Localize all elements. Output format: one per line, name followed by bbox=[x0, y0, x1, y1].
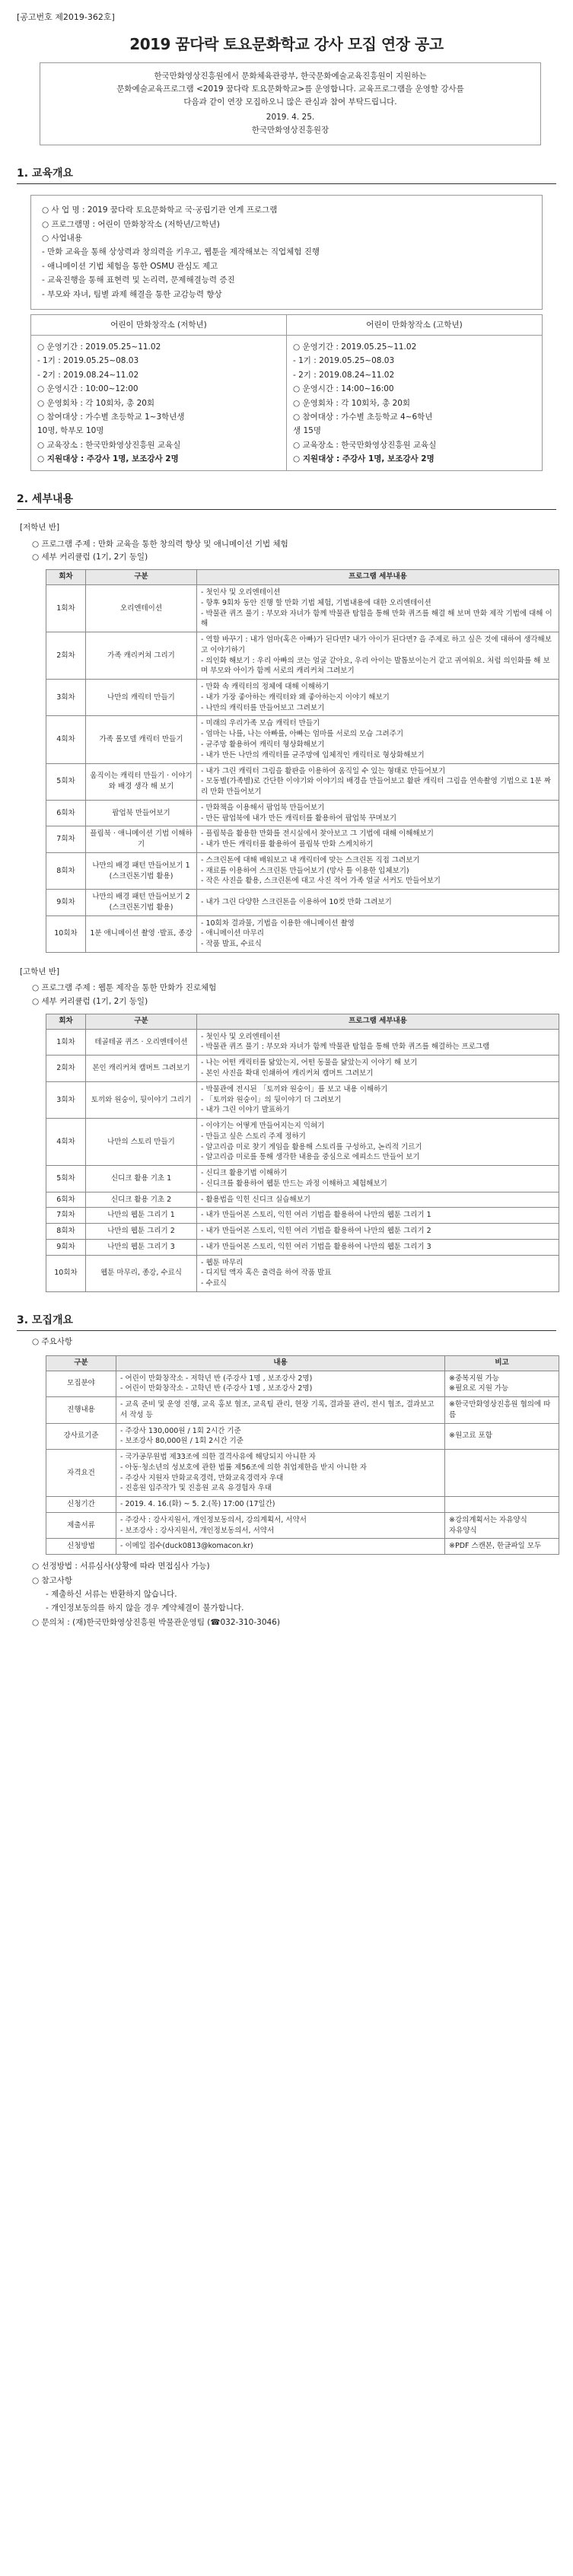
detail-line: - 모동별(가족별)로 간단한 이야기와 이야기의 배경을 만들어보고 활판 캐릭터 그림을 연속촬영 기법으로 1분 짜리 만화 만들어보기 bbox=[201, 777, 551, 797]
content-line: - 주강사 지원자 만화교육경력, 만화교육경력자 우대 bbox=[120, 1473, 284, 1482]
table-row bbox=[46, 1512, 559, 1539]
session-number: 9회차 bbox=[46, 890, 86, 916]
table-row bbox=[46, 1224, 559, 1240]
overview-line: - 애니메이션 기법 체험을 통한 OSMU 관심도 제고 bbox=[42, 261, 218, 271]
session-topic: 팝업북 만들어보기 bbox=[86, 800, 197, 826]
session-number: 9회차 bbox=[46, 1239, 86, 1255]
session-topic: 나만의 웹툰 그리기 3 bbox=[86, 1239, 197, 1255]
session-number: 6회차 bbox=[46, 800, 86, 826]
row-content bbox=[116, 1423, 445, 1450]
detail-line: - 내가 만들어본 스토리, 익힌 여러 기법을 활용하여 나만의 웹툰 그리기 1 bbox=[201, 1211, 431, 1220]
session-topic: 플립북 · 애니메이션 기법 이해하기 bbox=[86, 826, 197, 853]
intro-line: 다음과 같이 연장 모집하오니 많은 관심과 참여 부탁드립니다. bbox=[183, 97, 397, 107]
session-number: 5회차 bbox=[46, 763, 86, 800]
detail-line: - 나는 어떤 캐릭터를 닮았는지, 어떤 동물을 닮았는지 이야기 해 보기 bbox=[201, 1059, 418, 1068]
detail-line: - 첫인사 및 오리엔테이션 bbox=[201, 1032, 281, 1041]
session-number: 6회차 bbox=[46, 1192, 86, 1208]
session-topic: 신디크 활용 기초 1 bbox=[86, 1166, 197, 1192]
detail-line: - 내가 만들어본 스토리, 익힌 여러 기법을 활용하여 나만의 웹툰 그리기 3 bbox=[201, 1242, 431, 1251]
detail-line: - 내가 그린 캐릭터 그림을 활판을 이용하여 움직일 수 있는 형태로 만들어보기 bbox=[201, 766, 446, 775]
row-content bbox=[116, 1497, 445, 1513]
info-line: ○ 운영기간 : 2019.05.25~11.02 bbox=[293, 342, 417, 352]
content-line: - 아동·청소년의 성보호에 관한 법률 제56조에 의한 취업제한을 받지 아니한 자 bbox=[120, 1463, 368, 1472]
remark-line: ※강의계획서는 자유양식 bbox=[449, 1515, 527, 1524]
row-label: 모집분야 bbox=[46, 1371, 116, 1397]
note-line: ○ 선정방법 : 서류심사(상황에 따라 면접심사 가능) bbox=[32, 1562, 210, 1571]
detail-line: - 본인 사진을 확대 인쇄하여 캐리커쳐 캠머트 그려보기 bbox=[201, 1068, 374, 1078]
remark-line: ※원고료 포함 bbox=[449, 1431, 492, 1441]
low-class-head: 어린이 만화창작소 (저학년) bbox=[31, 315, 286, 336]
session-details bbox=[197, 1192, 559, 1208]
table-row bbox=[46, 1255, 559, 1291]
session-number: 4회차 bbox=[46, 1119, 86, 1166]
session-number: 4회차 bbox=[46, 716, 86, 763]
table-row bbox=[46, 585, 559, 632]
session-number: 3회차 bbox=[46, 1081, 86, 1118]
info-line: ○ 교육장소 : 한국만화영상진흥원 교육실 bbox=[293, 440, 437, 450]
col-header: 비고 bbox=[445, 1355, 559, 1371]
intro-box bbox=[40, 62, 541, 146]
section-divider bbox=[17, 1330, 556, 1331]
session-number: 10회차 bbox=[46, 915, 86, 952]
detail-line: - 만화 속 캐릭터의 정체에 대해 이해하기 bbox=[201, 683, 329, 692]
detail-line: - 만화책을 이용해서 팝업북 만들어보기 bbox=[201, 803, 325, 812]
session-number: 2회차 bbox=[46, 1056, 86, 1082]
session-topic: 테골테골 퀴즈 · 오리엔테이션 bbox=[86, 1029, 197, 1056]
col-header: 구분 bbox=[46, 1355, 116, 1371]
row-remark bbox=[445, 1423, 559, 1450]
detail-line: - 애니메이션 마무리 bbox=[201, 929, 264, 938]
info-line: ○ 운영시간 : 14:00~16:00 bbox=[293, 384, 394, 394]
detail-line: - 수료식 bbox=[201, 1279, 227, 1288]
low-class-tag: [저학년 반] bbox=[20, 523, 60, 533]
overview-box bbox=[30, 195, 543, 310]
table-row bbox=[46, 716, 559, 763]
session-number: 7회차 bbox=[46, 1208, 86, 1224]
content-line: - 주강사 130,000원 / 1회 2시간 기준 bbox=[120, 1426, 241, 1435]
detail-line: - 엄마는 나를, 나는 아빠를, 아빠는 엄마를 서로의 모습 그려주기 bbox=[201, 730, 404, 739]
row-label: 진행내용 bbox=[46, 1397, 116, 1424]
info-line: ○ 교육장소 : 한국만화영상진흥원 교육실 bbox=[37, 440, 181, 450]
high-class-tag: [고학년 반] bbox=[20, 967, 60, 976]
content-line: - 교육 준비 및 운영 진행, 교육 홍보 협조, 교육팀 관리, 현장 기록, 결과물 관리, 전시 협조, 결과보고서 작성 등 bbox=[120, 1400, 435, 1419]
detail-line: - 첫인사 및 오리엔테이션 bbox=[201, 588, 281, 597]
detail-line: - 나만의 캐릭터를 만들어보고 그려보기 bbox=[201, 703, 325, 712]
detail-line: - 디지털 액자 혹은 출력을 하여 작품 발표 bbox=[201, 1269, 332, 1278]
table-row bbox=[46, 800, 559, 826]
session-topic: 나만의 웹툰 그리기 1 bbox=[86, 1208, 197, 1224]
session-number: 8회차 bbox=[46, 1224, 86, 1240]
col-header: 회차 bbox=[46, 570, 86, 585]
content-line: - 국가공무원법 제33조에 의한 결격사유에 해당되지 아니한 자 bbox=[120, 1453, 316, 1462]
section-title-overview: 1. 교육개요 bbox=[17, 167, 74, 180]
detail-line: - 10회차 결과물, 기법을 이용한 애니메이션 촬영 bbox=[201, 919, 355, 928]
overview-line: - 만화 교육을 통해 상상력과 창의력을 키우고, 웹툰을 제작해보는 직업체험 진행 bbox=[42, 247, 320, 257]
contact-line: ○ 문의처 : (재)한국만화영상진흥원 박물관운영팀 (☎032-310-3046) bbox=[32, 1617, 280, 1627]
content-line: - 진흥원 입주작가 및 진흥원 교육 유경험자 우대 bbox=[120, 1484, 272, 1493]
session-details bbox=[197, 1081, 559, 1118]
detail-line: - 미래의 우리가족 모습 캐릭터 만들기 bbox=[201, 719, 320, 728]
detail-line: - 내가 그린 다양한 스크린톤을 이용하여 10컷 만화 그려보기 bbox=[201, 898, 392, 907]
table-row bbox=[46, 680, 559, 716]
detail-line: - 재료를 이용하여 스크린톤 만들어보기 (망사 틀 이용한 입체보기) bbox=[201, 866, 409, 875]
session-details bbox=[197, 852, 559, 889]
detail-line: - 의인화 해보기 : 우리 아빠의 코는 얼굴 같아요, 우리 아이는 발톱보이는거 같고 귀여워요. 처럼 의인화를 해 보며 부모와 아이가 함께 서로의 캐리커쳐 그려보기 bbox=[201, 656, 550, 676]
detail-line: - 균주망 활용하여 캐릭터 형상화해보기 bbox=[201, 740, 325, 749]
session-details bbox=[197, 1166, 559, 1192]
session-topic: 토끼와 원숭이, 뒷이야기 그리기 bbox=[86, 1081, 197, 1118]
session-details bbox=[197, 915, 559, 952]
table-row bbox=[46, 890, 559, 916]
table-row bbox=[46, 1056, 559, 1082]
intro-line: 한국만화영상진흥원에서 문화체육관광부, 한국문화예술교육진흥원이 지원하는 bbox=[154, 71, 427, 81]
info-line: ○ 운영회차 : 각 10회차, 총 20회 bbox=[37, 398, 155, 408]
low-class-column bbox=[31, 315, 286, 471]
row-content bbox=[116, 1539, 445, 1555]
row-label: 신청기간 bbox=[46, 1497, 116, 1513]
high-class-head: 어린이 만화창작소 (고학년) bbox=[287, 315, 542, 336]
detail-line: - 항후 9회차 동안 진행 할 만화 기법 체험, 기법내용에 대한 오리엔테이션 bbox=[201, 598, 431, 607]
detail-line: - 웹툰 마무리 bbox=[201, 1258, 244, 1267]
content-line: - 2019. 4. 16.(화) ~ 5. 2.(목) 17:00 (17일간) bbox=[120, 1500, 275, 1509]
table-row bbox=[46, 826, 559, 853]
info-line: ○ 참여대상 : 가수별 초등학교 4~6학년 bbox=[293, 412, 433, 422]
col-header: 프로그램 세부내용 bbox=[197, 570, 559, 585]
row-remark bbox=[445, 1397, 559, 1424]
recruitment-lead: ○ 주요사항 bbox=[32, 1336, 73, 1346]
content-line: - 어린이 만화창작소 - 고학년 반 (주강사 1명 , 보조강사 2명) bbox=[120, 1384, 313, 1393]
session-details bbox=[197, 800, 559, 826]
col-header: 구분 bbox=[86, 570, 197, 585]
table-row bbox=[46, 1497, 559, 1513]
note-line: ○ 참고사항 bbox=[32, 1575, 73, 1585]
info-line: ○ 운영시간 : 10:00~12:00 bbox=[37, 384, 138, 394]
table-row bbox=[46, 1029, 559, 1056]
session-details bbox=[197, 585, 559, 632]
session-number: 7회차 bbox=[46, 826, 86, 853]
session-number: 10회차 bbox=[46, 1255, 86, 1291]
session-topic: 나만의 스토리 만들기 bbox=[86, 1119, 197, 1166]
table-row bbox=[46, 1192, 559, 1208]
section-title-recruitment: 3. 모집개요 bbox=[17, 1313, 74, 1326]
table-row bbox=[46, 1119, 559, 1166]
remark-line: 자유양식 bbox=[449, 1526, 477, 1535]
session-topic: 나만의 배경 패턴 만들어보기 1 (스크린톤기법 활용) bbox=[86, 852, 197, 889]
detail-line: - 작은 사진을 활용, 스크린톤에 대고 사진 적어 가족 얼굴 서커도 만들어보기 bbox=[201, 877, 441, 886]
info-line: ○ 참여대상 : 가수별 초등학교 1~3학년생 bbox=[37, 412, 185, 422]
row-remark bbox=[445, 1371, 559, 1397]
row-remark bbox=[445, 1539, 559, 1555]
detail-line: - 만들고 싶은 스토리 주제 정하기 bbox=[201, 1132, 306, 1141]
row-label: 자격요건 bbox=[46, 1450, 116, 1497]
info-line: - 1기 : 2019.05.25~08.03 bbox=[293, 356, 395, 366]
col-header: 회차 bbox=[46, 1014, 86, 1029]
row-content bbox=[116, 1450, 445, 1497]
session-number: 8회차 bbox=[46, 852, 86, 889]
detail-line: - 플립북을 활용한 만화를 전시실에서 찾아보고 그 기법에 대해 이해해보기 bbox=[201, 829, 434, 839]
col-header: 내용 bbox=[116, 1355, 445, 1371]
overview-line: ○ 프로그램명 : 어린이 만화창작소 (저학년/고학년) bbox=[42, 219, 220, 229]
table-row bbox=[46, 1450, 559, 1497]
intro-date: 2019. 4. 25. bbox=[266, 112, 315, 122]
row-content bbox=[116, 1397, 445, 1424]
row-remark bbox=[445, 1497, 559, 1513]
content-line: - 어린이 만화창작소 - 저학년 반 (주강사 1명 , 보조강사 2명) bbox=[120, 1374, 313, 1383]
detail-line: - 스크린톤에 대해 배워보고 내 캐릭터에 맞는 스크린톤 직접 그려보기 bbox=[201, 855, 420, 865]
table-row bbox=[46, 1371, 559, 1397]
support-target: ○ 지원대상 : 주강사 1명, 보조강사 2명 bbox=[293, 454, 435, 464]
session-number: 3회차 bbox=[46, 680, 86, 716]
session-details bbox=[197, 763, 559, 800]
session-details bbox=[197, 1255, 559, 1291]
session-topic: 1분 애니메이션 촬영 ·발표, 종강 bbox=[86, 915, 197, 952]
session-details bbox=[197, 716, 559, 763]
content-line: - 보조강사 80,000원 / 1회 2시간 기준 bbox=[120, 1437, 244, 1446]
session-details bbox=[197, 826, 559, 853]
session-details bbox=[197, 632, 559, 680]
session-details bbox=[197, 1029, 559, 1056]
overview-line: ○ 사업내용 bbox=[42, 234, 83, 244]
detail-line: - 이야기는 어떻게 만들어지는지 익혀기 bbox=[201, 1122, 325, 1131]
low-class-body bbox=[31, 336, 286, 470]
detail-line: - 내가 만들어본 스토리, 익힌 여러 기법을 활용하여 나만의 웹툰 그리기 2 bbox=[201, 1227, 431, 1236]
session-topic: 신디크 활용 기초 2 bbox=[86, 1192, 197, 1208]
row-remark bbox=[445, 1450, 559, 1497]
note-line: - 개인정보동의를 하지 않을 경우 계약체결이 불가합니다. bbox=[46, 1603, 244, 1613]
table-row bbox=[46, 1397, 559, 1424]
info-line: - 2기 : 2019.08.24~11.02 bbox=[37, 370, 139, 380]
row-content bbox=[116, 1512, 445, 1539]
content-line: - 주강사 : 강사지원서, 개인정보동의서, 강의계획서, 서약서 bbox=[120, 1515, 307, 1524]
session-topic: 나만의 배경 패턴 만들어보기 2 (스크린톤기법 활용) bbox=[86, 890, 197, 916]
detail-line: - 만든 팝업북에 내가 만든 캐릭터를 활용하여 팝업북 꾸며보기 bbox=[201, 814, 397, 823]
support-target: ○ 지원대상 : 주강사 1명, 보조강사 2명 bbox=[37, 454, 179, 464]
session-details bbox=[197, 1208, 559, 1224]
table-row bbox=[46, 1423, 559, 1450]
detail-line: - 신디크를 활용하여 웹툰 만드는 과정 이해하고 체험해보기 bbox=[201, 1179, 387, 1188]
session-topic: 가족 롤모델 캐릭터 만들기 bbox=[86, 716, 197, 763]
recruitment-table bbox=[46, 1355, 559, 1555]
low-class-bullets bbox=[32, 538, 556, 565]
detail-line: - 내가 가장 좋아하는 캐릭터와 왜 좋아하는지 이야기 해보기 bbox=[201, 693, 390, 702]
detail-line: - 내가 만든 나만의 캐릭터를 균주망에 입체적인 캐릭터로 형상화해보기 bbox=[201, 750, 425, 759]
session-topic: 움직이는 캐릭터 만들기 · 이야기와 배경 생각 해 보기 bbox=[86, 763, 197, 800]
row-label: 신청방법 bbox=[46, 1539, 116, 1555]
table-row bbox=[46, 1081, 559, 1118]
session-topic: 나만의 캐릭터 만들기 bbox=[86, 680, 197, 716]
detail-line: - 신디크 활용기법 이해하기 bbox=[201, 1169, 288, 1178]
bullet-line: ○ 세부 커리큘럼 (1기, 2기 동일) bbox=[32, 552, 148, 562]
detail-line: - 박물관 퀴즈 풀기 : 부모와 자녀가 함께 박물관 탐험을 통해 만화 퀴즈를 해결하는 프로그램 bbox=[201, 1043, 490, 1052]
high-curriculum-table bbox=[46, 1014, 559, 1292]
row-content bbox=[116, 1371, 445, 1397]
session-topic: 본인 캐리커쳐 캠머트 그려보기 bbox=[86, 1056, 197, 1082]
detail-line: - 활용법을 익힌 신디크 실습해보기 bbox=[201, 1195, 310, 1204]
overview-line: ○ 사 업 명 : 2019 꿈다락 토요문화학교 국·공립기관 연계 프로그램 bbox=[42, 205, 278, 215]
detail-line: - 역할 바꾸기 : 내가 엄마(혹은 아빠)가 된다면? 내가 아이가 된다면? 을 주제로 하고 싶은 것에 대하여 생각해보고 이야기하기 bbox=[201, 635, 552, 654]
session-topic: 가족 캐리커쳐 그리기 bbox=[86, 632, 197, 680]
session-details bbox=[197, 1056, 559, 1082]
section-title-details: 2. 세부내용 bbox=[17, 493, 74, 506]
info-line: ○ 운영기간 : 2019.05.25~11.02 bbox=[37, 342, 161, 352]
table-row bbox=[46, 763, 559, 800]
row-label: 제출서류 bbox=[46, 1512, 116, 1539]
remark-line: ※한국만화영상진흥원 협의에 따름 bbox=[449, 1400, 551, 1419]
high-class-body bbox=[287, 336, 542, 470]
detail-line: - 「토끼와 원숭이」의 뒷이야기 더 그려보기 bbox=[201, 1095, 342, 1104]
high-class-column bbox=[286, 315, 542, 471]
table-row bbox=[46, 1208, 559, 1224]
recruitment-notes bbox=[32, 1559, 556, 1629]
low-curriculum-table bbox=[46, 569, 559, 953]
info-line: 생 15명 bbox=[293, 426, 321, 436]
session-details bbox=[197, 1239, 559, 1255]
session-number: 5회차 bbox=[46, 1166, 86, 1192]
bullet-line: ○ 프로그램 주제 : 만화 교육을 통한 창의력 향상 및 애니메이션 기법 체험 bbox=[32, 539, 288, 549]
intro-line: 문화예술교육프로그램 <2019 꿈다락 토요문화학교>를 운영합니다. 교육프로그램을 운영할 강사를 bbox=[116, 84, 464, 94]
session-number: 1회차 bbox=[46, 585, 86, 632]
session-details bbox=[197, 1119, 559, 1166]
session-details bbox=[197, 890, 559, 916]
intro-issuer: 한국만화영상진흥원장 bbox=[251, 126, 329, 135]
high-class-bullets bbox=[32, 982, 556, 1009]
session-topic: 웹툰 마무리, 종강, 수료식 bbox=[86, 1255, 197, 1291]
detail-line: - 작품 발표, 수료식 bbox=[201, 940, 262, 949]
col-header: 구분 bbox=[86, 1014, 197, 1029]
page-title: 2019 꿈다락 토요문화학교 강사 모집 연장 공고 bbox=[129, 34, 444, 53]
detail-line: - 박물관에 전시된 「토끼와 원숭이」를 보고 내용 이해하기 bbox=[201, 1084, 388, 1094]
table-row bbox=[46, 915, 559, 952]
detail-line: - 내가 만든 캐릭터를 활용하여 플립북 만화 스케치하기 bbox=[201, 840, 374, 849]
section-divider bbox=[17, 509, 556, 510]
detail-line: - 박물관 퀴즈 풀기 : 부모와 자녀가 함께 박물관 탐험을 통해 만화 퀴즈를 해결 해 보며 만화 제작 기법에 대해 이해 bbox=[201, 609, 552, 629]
table-row bbox=[46, 852, 559, 889]
content-line: - 이메일 접수(duck0813@komacon.kr) bbox=[120, 1542, 253, 1551]
table-row bbox=[46, 1166, 559, 1192]
table-row bbox=[46, 632, 559, 680]
detail-line: - 내가 그린 이야기 발표하기 bbox=[201, 1106, 290, 1115]
remark-line: ※필요로 지원 가능 bbox=[449, 1384, 509, 1393]
session-number: 2회차 bbox=[46, 632, 86, 680]
session-number: 1회차 bbox=[46, 1029, 86, 1056]
col-header: 프로그램 세부내용 bbox=[197, 1014, 559, 1029]
remark-line: ※PDF 스캔본, 한글파일 모두 bbox=[449, 1542, 542, 1551]
info-line: - 2기 : 2019.08.24~11.02 bbox=[293, 370, 395, 380]
row-label: 강사료기준 bbox=[46, 1423, 116, 1450]
session-topic: 나만의 웹툰 그리기 2 bbox=[86, 1224, 197, 1240]
info-line: ○ 운영회차 : 각 10회차, 총 20회 bbox=[293, 398, 411, 408]
session-details bbox=[197, 680, 559, 716]
detail-line: - 알고리즘 미로 찾기 게임을 활용해 스토리를 구성하고, 논리적 기르기 bbox=[201, 1142, 422, 1151]
info-line: - 1기 : 2019.05.25~08.03 bbox=[37, 356, 139, 366]
overview-line: - 부모와 자녀, 팀별 과제 해결을 통한 교감능력 향상 bbox=[42, 289, 222, 299]
session-topic: 오리엔테이션 bbox=[86, 585, 197, 632]
info-line: 10명, 학부모 10명 bbox=[37, 426, 104, 436]
table-row bbox=[46, 1239, 559, 1255]
notice-number: [공고번호 제2019-362호] bbox=[17, 12, 115, 22]
section-divider bbox=[17, 183, 556, 184]
detail-line: - 알고리즘 미로를 통해 생각한 내용을 중심으로 에피소드 만들어 보기 bbox=[201, 1153, 420, 1162]
bullet-line: ○ 프로그램 주제 : 웹툰 제작을 통한 만화가 진로체험 bbox=[32, 983, 217, 993]
bullet-line: ○ 세부 커리큘럼 (1기, 2기 동일) bbox=[32, 997, 148, 1007]
table-row bbox=[46, 1539, 559, 1555]
note-line: - 제출하신 서류는 반환하지 않습니다. bbox=[46, 1590, 177, 1599]
content-line: - 보조강사 : 강사지원서, 개인정보동의서, 서약서 bbox=[120, 1526, 275, 1535]
session-details bbox=[197, 1224, 559, 1240]
remark-line: ※중복지원 가능 bbox=[449, 1374, 500, 1383]
overview-line: - 교육진행을 통해 표현력 및 논리력, 문제해결능력 증진 bbox=[42, 275, 235, 285]
class-split bbox=[30, 314, 543, 472]
row-remark bbox=[445, 1512, 559, 1539]
